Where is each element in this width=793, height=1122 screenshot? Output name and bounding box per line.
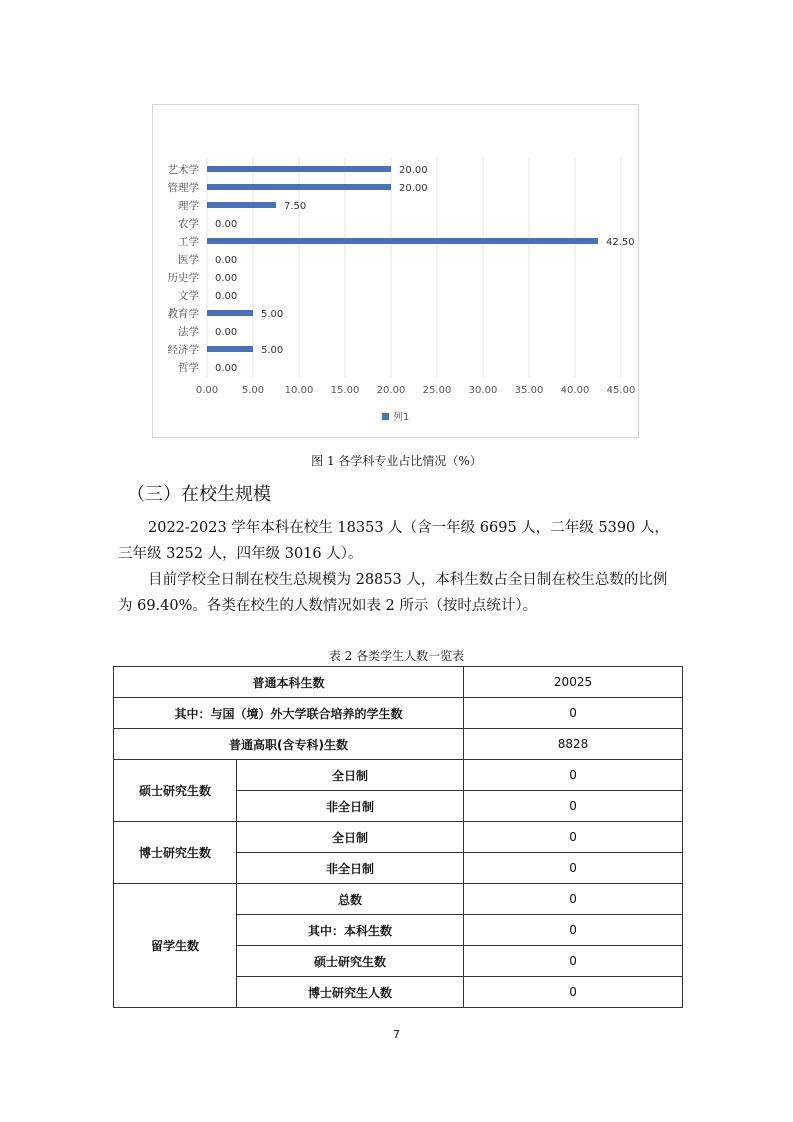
row-value: 0 — [464, 915, 683, 946]
paragraph-total-scale: 目前学校全日制在校生总规模为 28853 人，本科生数占全日制在校生总数的比例为 69.40%。各类在校生的人数情况如表 2 所示（按时点统计）。 — [118, 572, 668, 614]
row-label: 非全日制 — [237, 853, 464, 884]
row-value: 8828 — [464, 729, 683, 760]
row-label: 其中：与国（境）外大学联合培养的学生数 — [114, 698, 464, 729]
group-label: 留学生数 — [114, 884, 237, 1008]
bar-chart — [152, 104, 639, 438]
table-row — [114, 760, 683, 791]
page-number: 7 — [393, 1028, 400, 1041]
category-label: 农学 — [178, 218, 199, 230]
data-label: 42.50 — [606, 237, 635, 248]
table-caption: 表 2 各类学生人数一览表 — [328, 649, 465, 663]
row-value: 0 — [464, 884, 683, 915]
x-tick-label: 30.00 — [468, 385, 498, 396]
x-tick-label: 40.00 — [560, 385, 590, 396]
row-label: 非全日制 — [237, 791, 464, 822]
data-label: 0.00 — [215, 291, 238, 302]
bar — [207, 346, 253, 352]
category-label: 教育学 — [167, 308, 199, 320]
category-label: 历史学 — [167, 272, 199, 284]
group-label: 博士研究生数 — [114, 822, 237, 884]
bar — [207, 238, 598, 244]
row-value: 0 — [464, 822, 683, 853]
data-label: 7.50 — [284, 201, 307, 212]
category-label: 哲学 — [178, 362, 199, 374]
bar — [207, 166, 391, 172]
x-tick-label: 0.00 — [195, 385, 219, 396]
x-tick-label: 5.00 — [241, 385, 265, 396]
row-value: 0 — [464, 791, 683, 822]
row-value: 0 — [464, 698, 683, 729]
row-value: 0 — [464, 853, 683, 884]
legend-label: 列1 — [393, 412, 410, 423]
data-label: 0.00 — [215, 327, 238, 338]
x-tick-label: 15.00 — [330, 385, 360, 396]
table-row — [114, 667, 683, 698]
row-value: 0 — [464, 946, 683, 977]
data-label: 0.00 — [215, 219, 238, 230]
row-value: 0 — [464, 977, 683, 1008]
section-heading: （三）在校生规模 — [127, 484, 271, 505]
figure-caption: 图 1 各学科专业占比情况（%） — [311, 454, 482, 468]
chart-svg — [153, 105, 640, 439]
row-label: 全日制 — [237, 822, 464, 853]
category-label: 法学 — [178, 326, 199, 338]
paragraph-enrollment: 2022-2023 学年本科在校生 18353 人（含一年级 6695 人，二年级 5390 人，三年级 3252 人，四年级 3016 人）。 — [118, 520, 669, 562]
table-row — [114, 698, 683, 729]
data-label: 5.00 — [261, 309, 284, 320]
row-label: 总数 — [237, 884, 464, 915]
data-label: 20.00 — [399, 165, 428, 176]
x-tick-label: 25.00 — [422, 385, 452, 396]
category-label: 艺术学 — [167, 164, 199, 176]
bar — [207, 310, 253, 316]
category-label: 工学 — [178, 236, 199, 248]
x-tick-label: 45.00 — [606, 385, 636, 396]
category-label: 经济学 — [167, 344, 199, 356]
data-label: 0.00 — [215, 363, 238, 374]
table-row — [114, 822, 683, 853]
data-label: 20.00 — [399, 183, 428, 194]
legend-swatch — [382, 413, 389, 420]
table-row — [114, 884, 683, 915]
table-row — [114, 729, 683, 760]
row-label: 其中：本科生数 — [237, 915, 464, 946]
row-label: 博士研究生人数 — [237, 977, 464, 1008]
category-label: 文学 — [178, 290, 199, 302]
x-tick-label: 35.00 — [514, 385, 544, 396]
data-label: 0.00 — [215, 255, 238, 266]
group-label: 硕士研究生数 — [114, 760, 237, 822]
data-label: 5.00 — [261, 345, 284, 356]
category-label: 理学 — [178, 200, 199, 212]
data-label: 0.00 — [215, 273, 238, 284]
bar — [207, 202, 276, 208]
category-label: 管理学 — [167, 182, 199, 194]
row-value: 20025 — [464, 667, 683, 698]
row-value: 0 — [464, 760, 683, 791]
row-label: 全日制 — [237, 760, 464, 791]
bar — [207, 184, 391, 190]
student-stats-table — [113, 666, 683, 1008]
row-label: 硕士研究生数 — [237, 946, 464, 977]
x-tick-label: 10.00 — [284, 385, 314, 396]
category-label: 医学 — [178, 254, 199, 266]
row-label: 普通本科生数 — [114, 667, 464, 698]
x-tick-label: 20.00 — [376, 385, 406, 396]
row-label: 普通高职(含专科)生数 — [114, 729, 464, 760]
